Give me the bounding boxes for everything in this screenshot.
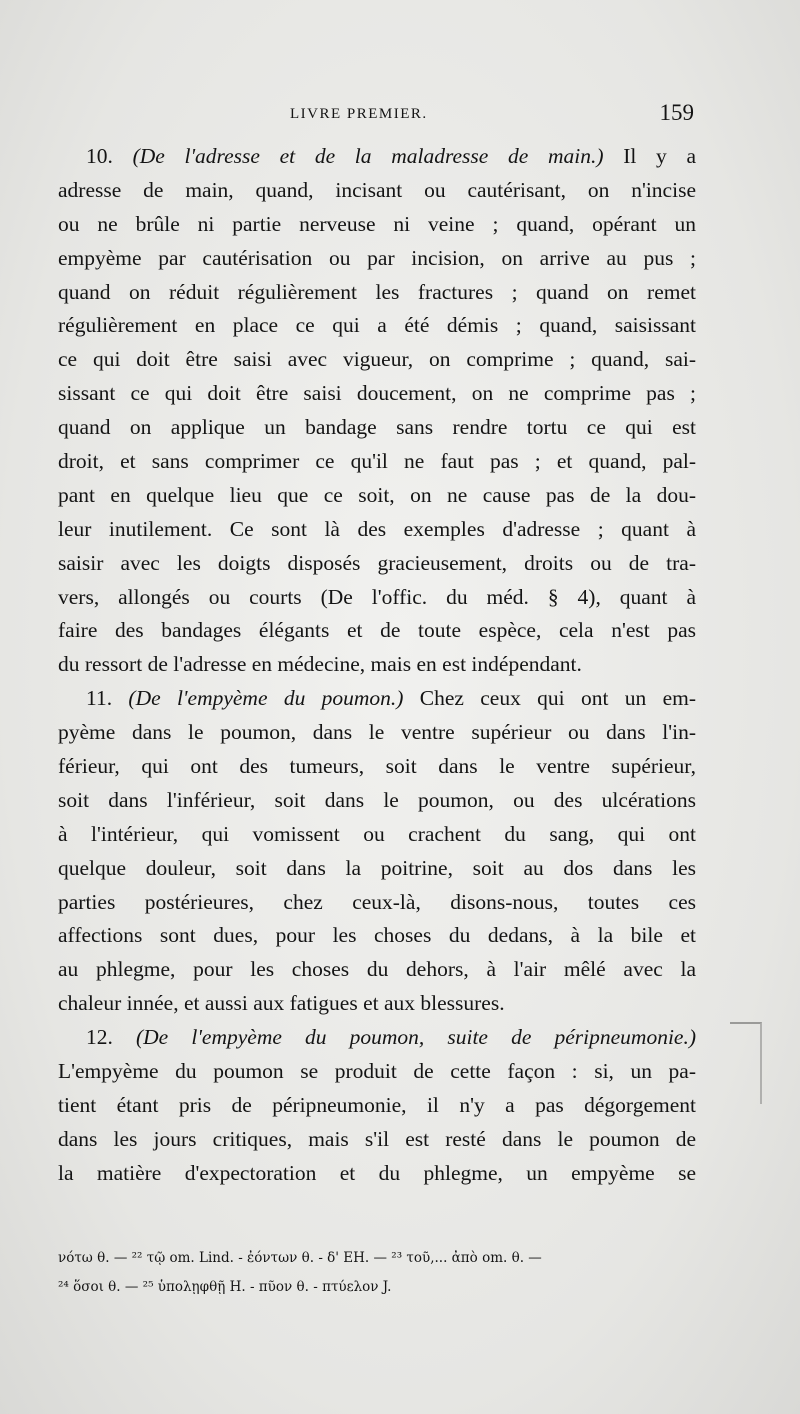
text-line: soit dans l'inférieur, soit dans le poumon, ou des ulcérations — [58, 787, 696, 812]
text-line: régulièrement en place ce qui a été démis ; quand, saisissant — [58, 313, 696, 338]
text-line: saisir avec les doigts disposés gracieusement, droits ou de tra- — [58, 550, 696, 575]
text-line: quelque douleur, soit dans la poitrine, soit au dos dans les — [58, 855, 696, 880]
text-line: pyème dans le poumon, dans le ventre supérieur ou dans l'in- — [58, 720, 696, 745]
text-line: Chez ceux qui ont un em- — [403, 686, 696, 711]
text-line: empyème par cautérisation ou par incision, on arrive au pus ; — [58, 245, 696, 270]
text-line: au phlegme, pour les choses du dehors, à l'air mêlé avec la — [58, 957, 696, 982]
text-line: vers, allongés ou courts (De l'offic. du méd. § 4), quant à — [58, 584, 696, 609]
text-line: Il y a — [603, 144, 697, 168]
page-number: 159 — [659, 100, 694, 125]
section-title: (De l'empyème du poumon, suite de péripneumonie.) — [136, 1025, 696, 1050]
footnote-line: ²⁴ ὅσοι θ. — ²⁵ ὑπολῃφθῇ H. - πῦον θ. - πτύελον J. — [58, 1279, 392, 1295]
text-line: quand on réduit régulièrement les fractures ; quand on remet — [58, 279, 696, 304]
running-head: LIVRE PREMIER. — [290, 106, 428, 122]
text-line: pant en quelque lieu que ce soit, on ne cause pas de la dou- — [58, 482, 696, 507]
text-line: ce qui doit être saisi avec vigueur, on comprime ; quand, sai- — [58, 347, 696, 372]
text-line: tient étant pris de péripneumonie, il n'y a pas dégorgement — [58, 1092, 696, 1117]
text-line: leur inutilement. Ce sont là des exemples d'adresse ; quant à — [58, 516, 696, 541]
footnotes — [58, 1244, 698, 1302]
body-text — [58, 140, 696, 1191]
text-line: férieur, qui ont des tumeurs, soit dans le ventre supérieur, — [58, 754, 696, 779]
text-line: la matière d'expectoration et du phlegme, un empyème se — [58, 1160, 696, 1185]
section-title: (De l'adresse et de la maladresse de main.) — [132, 144, 604, 168]
text-line: faire des bandages élégants et de toute espèce, cela n'est pas — [58, 618, 696, 643]
text-line: dans les jours critiques, mais s'il est resté dans le poumon de — [58, 1126, 696, 1151]
section-10-heading-line — [58, 140, 696, 174]
text-line: affections sont dues, pour les choses du dedans, à la bile et — [58, 923, 696, 948]
text-line: parties postérieures, chez ceux-là, disons-nous, toutes ces — [58, 889, 696, 914]
text-line: adresse de main, quand, incisant ou cautérisant, on n'incise — [58, 177, 696, 202]
section-number: 11. — [86, 686, 129, 711]
text-line: quand on applique un bandage sans rendre tortu ce qui est — [58, 415, 696, 440]
section-12-heading-line — [58, 1021, 696, 1055]
section-number: 12. — [86, 1025, 136, 1050]
footnote-line: νότω θ. — ²² τῷ om. Lind. - ἐόντων θ. - δ' EH. — ²³ τοῦ,... ἀπὸ om. θ. — — [58, 1250, 542, 1266]
text-line: du ressort de l'adresse en médecine, mais en est indépendant. — [58, 652, 582, 677]
margin-bracket-mark — [730, 1022, 762, 1104]
text-line: L'empyème du poumon se produit de cette façon : si, un pa- — [58, 1059, 696, 1084]
section-title: (De l'empyème du poumon.) — [128, 686, 404, 711]
text-line: ou ne brûle ni partie nerveuse ni veine ; quand, opérant un — [58, 211, 696, 236]
text-line: droit, et sans comprimer ce qu'il ne faut pas ; et quand, pal- — [58, 449, 696, 474]
text-line: sissant ce qui doit être saisi doucement, on ne comprime pas ; — [58, 381, 696, 406]
section-number: 10. — [86, 144, 133, 168]
page-header — [290, 100, 694, 132]
text-line: chaleur innée, et aussi aux fatigues et aux blessures. — [58, 991, 505, 1016]
text-line: à l'intérieur, qui vomissent ou crachent du sang, qui ont — [58, 821, 696, 846]
section-11-heading-line — [58, 682, 696, 716]
